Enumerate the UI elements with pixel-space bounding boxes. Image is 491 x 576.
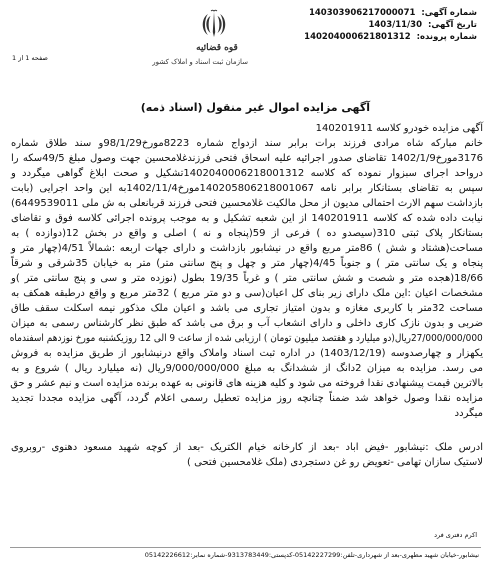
body-line [10, 181, 483, 196]
body-line [10, 391, 483, 406]
body-line-text: خانم مبارکه شاه مرادی فرزند برات برابر سند ازدواج شماره 8223مورخ98/1/29و سند طلاق شماره [10, 138, 483, 149]
body-line-text: 18/66(هجده متر و شصت و شش سانتی متر ) و غرباً 19/35 بطول (نوزده متر و سی و پنج سانتی متر )و [11, 273, 483, 284]
body-line-text: بالاترین قیمت پیشنهادی نقدا فروخته می شود و کلیه هزینه های قانونی به عهده برنده مزایده است و نیم عشر و حق [9, 378, 483, 389]
iran-emblem-icon [201, 9, 227, 39]
body-line-text: 27/000/000/000ریال(دو میلیارد و هفتصد میلیون تومان ) ارزیابی شده از ساعت 9 الی 12 روزیکشنبه مورخ نوزدهم اسفندماه [9, 333, 483, 344]
body-line-text: مساحت 32متر با کاربری مغازه و بدون امتیاز تجاری می باشد و اعیان ملک مذکور نیمه اسکلت سقف طاق [11, 303, 483, 314]
footer-contact-text: نیشابور-خیابان شهید مطهری-بعد از شهرداری-تلفن:05142227299-کدپستی:9313783449-شماره نمابر:05142226612 [144, 551, 479, 559]
body-line-text: مشخصات اعیان :این ملک دارای زیر بنای کل اعیان(سی و دو متر مربع ) 32متر مربع و واقع درطبقه همکف به [10, 288, 483, 299]
body-line-text: آگهی مزایده خودرو کلاسه 140201911 [315, 123, 483, 134]
footer-divider [10, 547, 481, 548]
notice-number-label: شماره آگهی: [421, 8, 477, 18]
body-line [10, 331, 483, 346]
body-line-text: میگردد [454, 408, 483, 419]
body-line [10, 241, 483, 256]
body-line [10, 151, 483, 166]
notice-body [10, 121, 483, 421]
notice-number-value: 140303906217000071 [308, 8, 416, 18]
judiciary-logo-text: قوه قضائیه [196, 43, 238, 53]
case-number-row [304, 31, 477, 43]
body-line [10, 286, 483, 301]
notice-title: آگهی مزایده اموال غیر منقول (اسناد ذمه) [140, 101, 370, 114]
body-line-text: سپس به تقاضای بستانکار برابر نامه 140205806218001067مورخ1402/11/4به این واحد اجرایی (بابت [11, 183, 483, 194]
notice-date-row [304, 19, 477, 31]
organization-logo-text: سازمان ثبت اسناد و املاک کشور [152, 58, 248, 66]
body-line-text: بستانکار پلاک ثبتی 310(سیصدو ده ) فرعی از 59(پنجاه و نه ) اصلی و واقع در بخش 12(دوازده ) به [11, 228, 483, 239]
body-line [10, 406, 483, 421]
body-line [10, 376, 483, 391]
address-line [10, 455, 483, 470]
address-line-text: لاستیک سازان تهامی -تعویض رو غن دستجردی (ملک غلامحسین فتحی ) [187, 457, 483, 468]
address-line [10, 440, 483, 455]
address-line-text: ادرس ملک :نیشابور -فیض اباد -بعد از کارخانه خیام الکتریک -بعد از کوچه شهید مسعود دهنوی -روبروی [10, 442, 483, 453]
property-address [10, 440, 483, 470]
notice-date-label: تاریخ آگهی: [427, 20, 477, 30]
body-line-text: بازداشت سهم الارث احتمالی مدیون از محل مالکیت غلامحسین فتحی فرزند قربانعلی به ش ملی 6449539011) [11, 198, 483, 209]
case-number-value: 140204000621801312 [304, 32, 411, 42]
signatory-name: اکرم دفتری فرد [434, 531, 477, 539]
body-line [10, 301, 483, 316]
body-line-text: می رسد. مزایده به میزان 2دانگ از ششدانگ به مبلغ 9/000/000/000ریال (نه میلیارد ریال ) شروع و به [11, 363, 483, 374]
body-line [10, 226, 483, 241]
body-line [10, 361, 483, 376]
notice-number-row [304, 7, 477, 19]
body-line [10, 346, 483, 361]
body-line [10, 256, 483, 271]
notice-date-value: 1403/11/30 [368, 20, 422, 30]
body-line-text: نیابت داده شده که کلاسه 140201911 از این شعبه تشکیل و به موجب پرونده اجرائی کلاسه فوق و تقاضای [11, 213, 483, 224]
page-indicator: صفحه 1 از 1 [12, 54, 48, 62]
body-line [10, 121, 483, 136]
body-line-text: مساحت(هشتاد و شش ) 86متر مربع واقع در نیشابور بازداشت و دارای جهات اربعه :شمالاً 4/51(چهار متر و [11, 243, 483, 254]
case-number-label: شماره پرونده: [416, 32, 477, 42]
body-line-text: درواحد اجرای سبزوار نموده که کلاسه 1402040006218001312تشکیل و صحت ابلاغ گواهی میگردد و [11, 168, 483, 179]
body-line [10, 271, 483, 286]
body-line-text: پنجاه و یک سانتی متر ) و جنوباً 4/45(چهار متر و چهل و پنج سانتی متر) متر به خیابان 35شرقی و شرقاً [11, 258, 483, 269]
body-line [10, 166, 483, 181]
body-line [10, 196, 483, 211]
body-line-text: مزایده نقدا وصول خواهد شد ضمناً چنانچه روز مزایده تعطیل رسمی اعلام گردد، آگهی مزایده مجددا تجدید [11, 393, 483, 404]
body-line-text: 3176مورخ1402/1/9 تقاضای صدور اجرائیه علیه اسحاق فتحی فرزندغلامحسین جهت وصول مبلغ 49/5سکه را [11, 153, 483, 164]
body-line-text: ضربی و بدون نازک کاری داخلی و دارای انشعاب آب و برق می باشد که طبق نظر کارشناس رسمی به میزان [11, 318, 483, 329]
body-line [10, 136, 483, 151]
body-line [10, 211, 483, 226]
notice-header [304, 7, 477, 43]
body-line [10, 316, 483, 331]
footer-contact [10, 550, 479, 560]
body-line-text: یکهزار و چهارصدوسه (1403/12/19) در اداره ثبت اسناد واملاک واقع درنیشابور از طریق مزایده به فروش [11, 348, 483, 359]
